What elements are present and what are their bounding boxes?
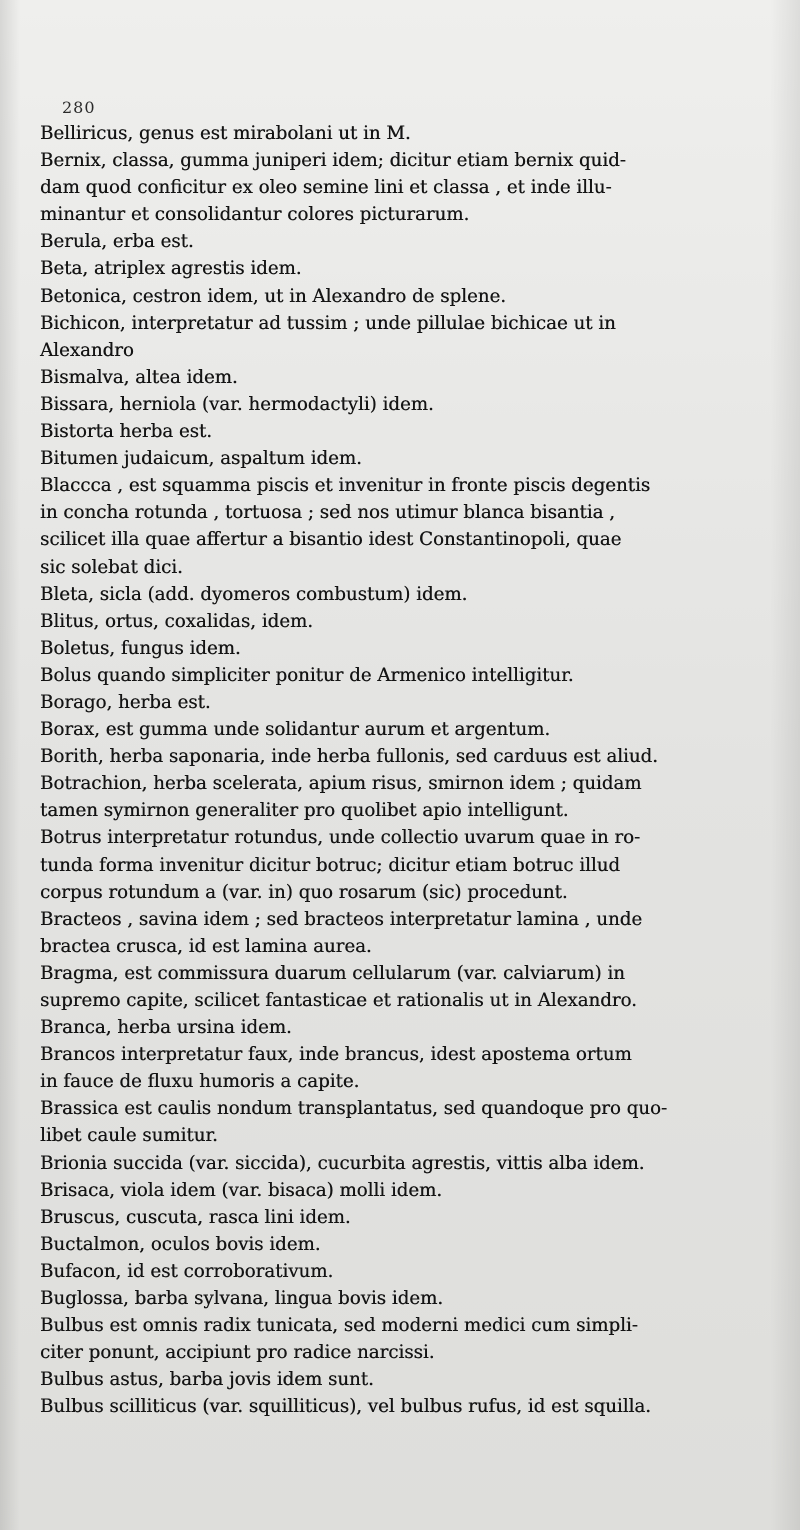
entry-line: Bufacon, id est corroborativum.: [40, 1260, 334, 1282]
glossary-entry: [40, 608, 770, 635]
glossary-entry: [40, 1095, 770, 1149]
entry-line: Bolus quando simpliciter ponitur de Armenico intelligitur.: [40, 664, 574, 686]
glossary-entry: [40, 255, 770, 282]
entry-line: Blaccca , est squamma piscis et invenitur in fronte piscis degentis: [40, 475, 651, 497]
entry-line: in concha rotunda , tortuosa ; sed nos utimur blanca bisantia ,: [40, 502, 615, 524]
entry-line: Botrus interpretatur rotundus, unde collectio uvarum quae in ro-: [40, 827, 641, 849]
entry-line: Bichicon, interpretatur ad tussim ; unde pillulae bichicae ut in: [40, 312, 616, 334]
entry-line: Botrachion, herba scelerata, apium risus, smirnon idem ; quidam: [40, 773, 642, 795]
entry-line: Buglossa, barba sylvana, lingua bovis idem.: [40, 1288, 444, 1310]
entry-line: tamen symirnon generaliter pro quolibet apio intelligunt.: [40, 800, 569, 822]
entry-line: tunda forma invenitur dicitur botruc; dicitur etiam botruc illud: [40, 854, 621, 876]
entry-line: sic solebat dici.: [40, 556, 183, 578]
entry-line: Betonica, cestron idem, ut in Alexandro de splene.: [40, 285, 506, 307]
entry-line: dam quod conficitur ex oleo semine lini et classa , et inde illu-: [40, 177, 612, 199]
entry-line: Blitus, ortus, coxalidas, idem.: [40, 610, 313, 632]
glossary-entry: [40, 1393, 770, 1420]
glossary-entry: [40, 662, 770, 689]
glossary-entry: [40, 364, 770, 391]
entry-line: Berula, erba est.: [40, 231, 194, 253]
glossary-entry: [40, 1312, 770, 1366]
glossary-entry: [40, 445, 770, 472]
entry-line: Brisaca, viola idem (var. bisaca) molli idem.: [40, 1179, 443, 1201]
entry-line: corpus rotundum a (var. in) quo rosarum (sic) procedunt.: [40, 881, 568, 903]
entry-line: Bragma, est commissura duarum cellularum (var. calviarum) in: [40, 962, 625, 984]
glossary-entry: [40, 960, 770, 1014]
glossary-entry: [40, 418, 770, 445]
entry-line: Bitumen judaicum, aspaltum idem.: [40, 448, 362, 470]
glossary-entry: [40, 472, 770, 580]
glossary-entry: [40, 1258, 770, 1285]
glossary-entries: [40, 120, 770, 1421]
glossary-entry: [40, 1177, 770, 1204]
entry-line: Branca, herba ursina idem.: [40, 1017, 292, 1039]
entry-line: libet caule sumitur.: [40, 1125, 218, 1147]
entry-line: citer ponunt, accipiunt pro radice narcissi.: [40, 1342, 435, 1364]
glossary-entry: [40, 635, 770, 662]
entry-line: Bracteos , savina idem ; sed bracteos interpretatur lamina , unde: [40, 908, 643, 930]
entry-line: Bulbus scilliticus (var. squilliticus), vel bulbus rufus, id est squilla.: [40, 1396, 651, 1418]
glossary-entry: [40, 824, 770, 905]
entry-line: Bruscus, cuscuta, rasca lini idem.: [40, 1206, 351, 1228]
entry-line: Borith, herba saponaria, inde herba fullonis, sed carduus est aliud.: [40, 746, 658, 768]
glossary-entry: [40, 1150, 770, 1177]
entry-line: scilicet illa quae affertur a bisantio idest Constantinopoli, quae: [40, 529, 622, 551]
entry-line: Brionia succida (var. siccida), cucurbita agrestis, vittis alba idem.: [40, 1152, 645, 1174]
glossary-entry: [40, 1366, 770, 1393]
entry-line: Bulbus astus, barba jovis idem sunt.: [40, 1369, 374, 1391]
glossary-entry: [40, 391, 770, 418]
glossary-entry: [40, 120, 770, 147]
glossary-entry: [40, 770, 770, 824]
glossary-entry: [40, 581, 770, 608]
glossary-entry: [40, 147, 770, 228]
entry-line: minantur et consolidantur colores picturarum.: [40, 204, 470, 226]
entry-line: in fauce de fluxu humoris a capite.: [40, 1071, 360, 1093]
entry-line: Bissara, herniola (var. hermodactyli) idem.: [40, 393, 434, 415]
entry-line: Boletus, fungus idem.: [40, 637, 241, 659]
entry-line: Beta, atriplex agrestis idem.: [40, 258, 302, 280]
entry-line: supremo capite, scilicet fantasticae et rationalis ut in Alexandro.: [40, 990, 637, 1011]
entry-line: Alexandro: [40, 339, 134, 361]
entry-line: bractea crusca, id est lamina aurea.: [40, 935, 372, 957]
entry-line: Bleta, sicla (add. dyomeros combustum) idem.: [40, 583, 468, 605]
entry-line: Belliricus, genus est mirabolani ut in M.: [40, 123, 411, 144]
glossary-entry: [40, 1041, 770, 1095]
glossary-entry: [40, 1014, 770, 1041]
entry-line: Borax, est gumma unde solidantur aurum et argentum.: [40, 719, 551, 741]
glossary-entry: [40, 716, 770, 743]
glossary-entry: [40, 906, 770, 960]
entry-line: Bernix, classa, gumma juniperi idem; dicitur etiam bernix quid-: [40, 150, 626, 172]
glossary-entry: [40, 228, 770, 255]
glossary-entry: [40, 743, 770, 770]
glossary-entry: [40, 1231, 770, 1258]
entry-line: Brassica est caulis nondum transplantatus, sed quandoque pro quo-: [40, 1098, 668, 1120]
entry-line: Bistorta herba est.: [40, 421, 213, 443]
entry-line: Bismalva, altea idem.: [40, 366, 238, 388]
glossary-entry: [40, 310, 770, 364]
entry-line: Brancos interpretatur faux, inde brancus, idest apostema ortum: [40, 1044, 632, 1066]
glossary-entry: [40, 283, 770, 310]
entry-line: Borago, herba est.: [40, 691, 211, 713]
entry-line: Bulbus est omnis radix tunicata, sed moderni medici cum simpli-: [40, 1315, 638, 1337]
glossary-entry: [40, 1204, 770, 1231]
entry-line: Buctalmon, oculos bovis idem.: [40, 1233, 321, 1255]
glossary-entry: [40, 689, 770, 716]
page-number: 280: [62, 98, 96, 117]
glossary-entry: [40, 1285, 770, 1312]
